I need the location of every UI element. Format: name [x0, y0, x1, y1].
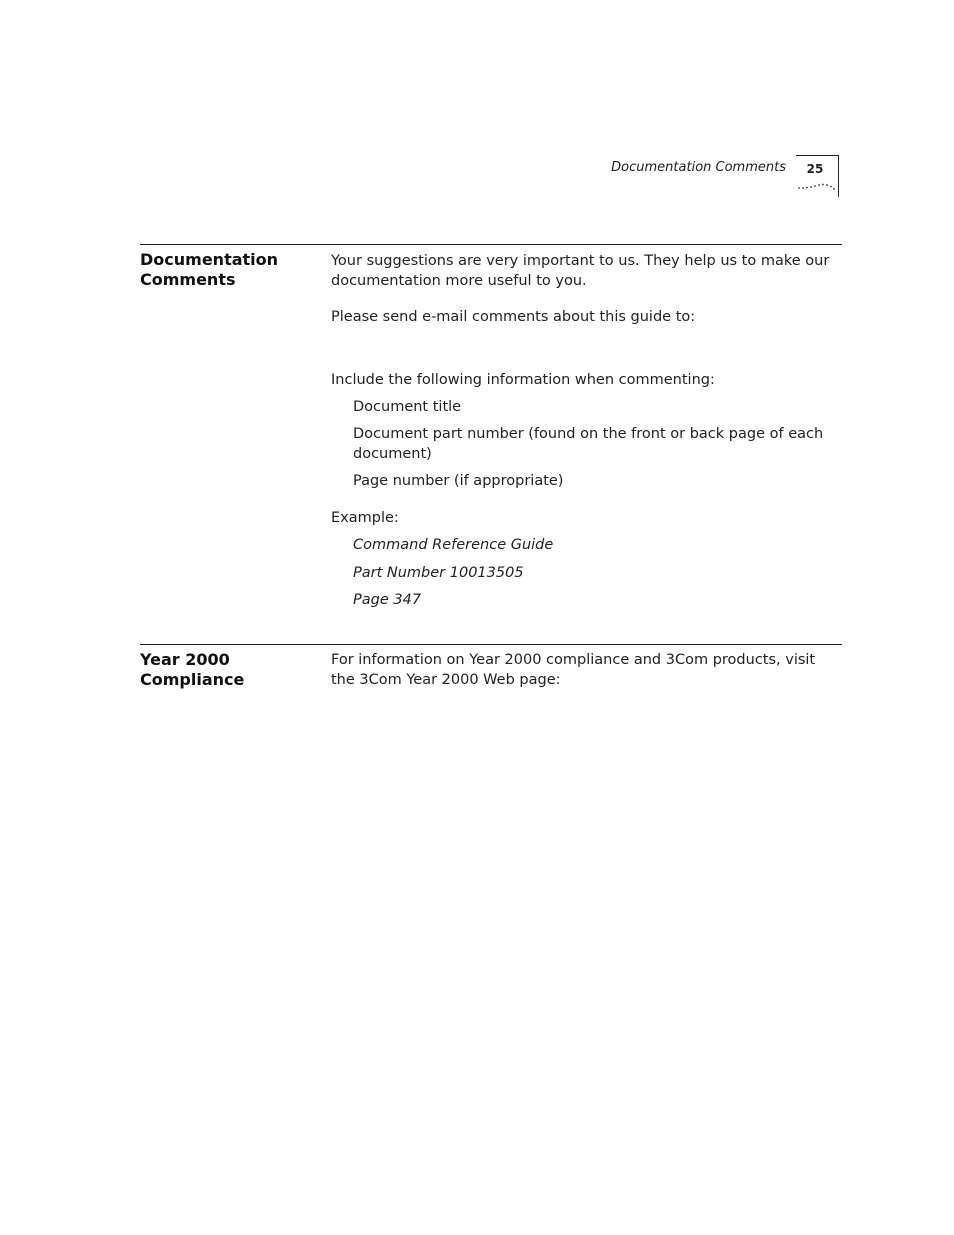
running-head-title: Documentation Comments [611, 160, 786, 175]
list-item: Document part number (found on the front or back page of each document) [353, 426, 824, 462]
intro-paragraph: Your suggestions are very important to us. They help us to make our documentation more useful to you. [331, 253, 830, 289]
section-title-year-2000-compliance [140, 650, 320, 690]
list-item: Document title [353, 399, 462, 415]
year-2000-body [331, 650, 836, 690]
section-title-line: Compliance [140, 670, 245, 689]
example-label: Example: [331, 510, 399, 526]
example-item: Part Number 10013505 [353, 565, 524, 581]
section-title-line: Comments [140, 270, 236, 289]
list-item: Page number (if appropriate) [353, 473, 564, 489]
documentation-comments-body [331, 251, 836, 610]
send-email-paragraph: Please send e-mail comments about this guide to: [331, 309, 696, 325]
section-title-documentation-comments [140, 250, 320, 290]
section-divider [140, 244, 842, 245]
dotted-corner-decoration [798, 180, 838, 192]
section-divider [140, 644, 842, 645]
example-item: Command Reference Guide [353, 537, 554, 553]
example-item: Page 347 [353, 592, 422, 608]
page-number-box [796, 155, 839, 197]
page-number: 25 [806, 162, 824, 176]
section-title-line: Year 2000 [140, 650, 230, 669]
section-title-line: Documentation [140, 250, 279, 269]
include-info-paragraph: Include the following information when commenting: [331, 372, 715, 388]
year-2000-paragraph: For information on Year 2000 compliance and 3Com products, visit the 3Com Year 2000 Web page: [331, 652, 816, 688]
